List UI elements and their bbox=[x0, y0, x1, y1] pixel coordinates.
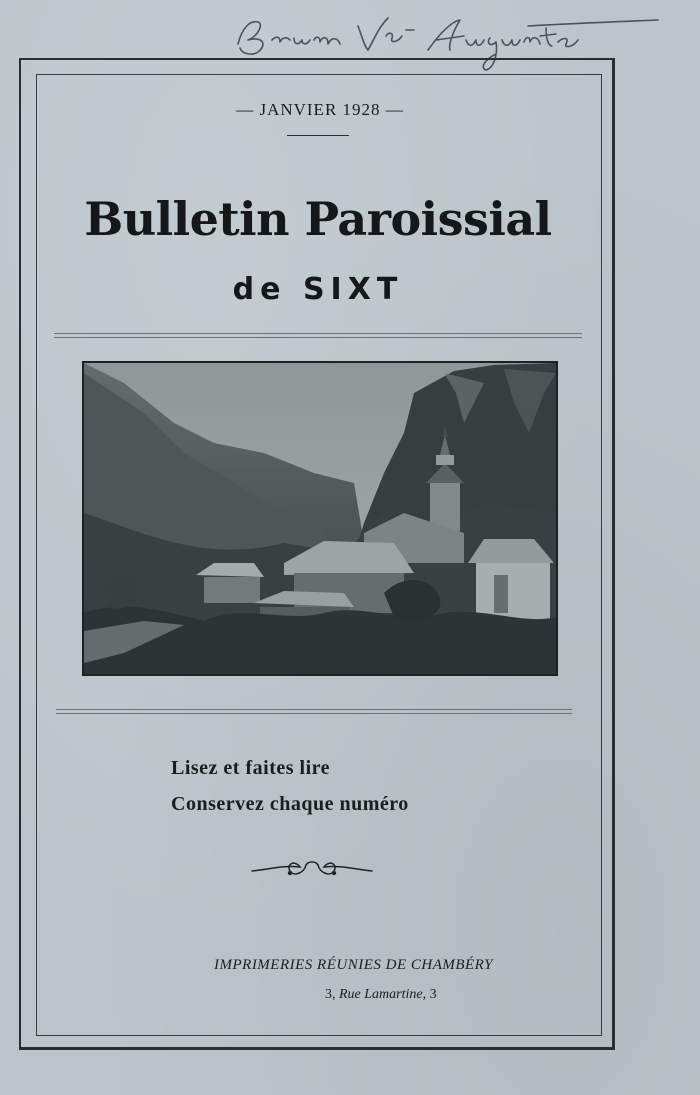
printer-address bbox=[325, 987, 437, 1003]
address-street: Rue Lamartine, bbox=[339, 987, 427, 1002]
printer-name: IMPRIMERIES RÉUNIES DE CHAMBÉRY bbox=[214, 957, 493, 973]
flourish-ornament bbox=[250, 855, 374, 881]
middle-divider-rule bbox=[56, 709, 572, 714]
issue-date: — JANVIER 1928 — bbox=[236, 100, 404, 119]
top-divider-rule bbox=[54, 333, 582, 338]
bulletin-title: Bulletin Paroissial bbox=[84, 192, 552, 246]
motto-line-1: Lisez et faites lire bbox=[171, 757, 331, 779]
address-number-start: 3, bbox=[325, 987, 336, 1002]
address-number-end: 3 bbox=[429, 987, 437, 1002]
bulletin-subtitle: de SIXT bbox=[232, 272, 404, 307]
date-underline bbox=[287, 135, 349, 136]
village-photograph bbox=[82, 361, 558, 676]
motto-line-2: Conservez chaque numéro bbox=[171, 793, 409, 815]
